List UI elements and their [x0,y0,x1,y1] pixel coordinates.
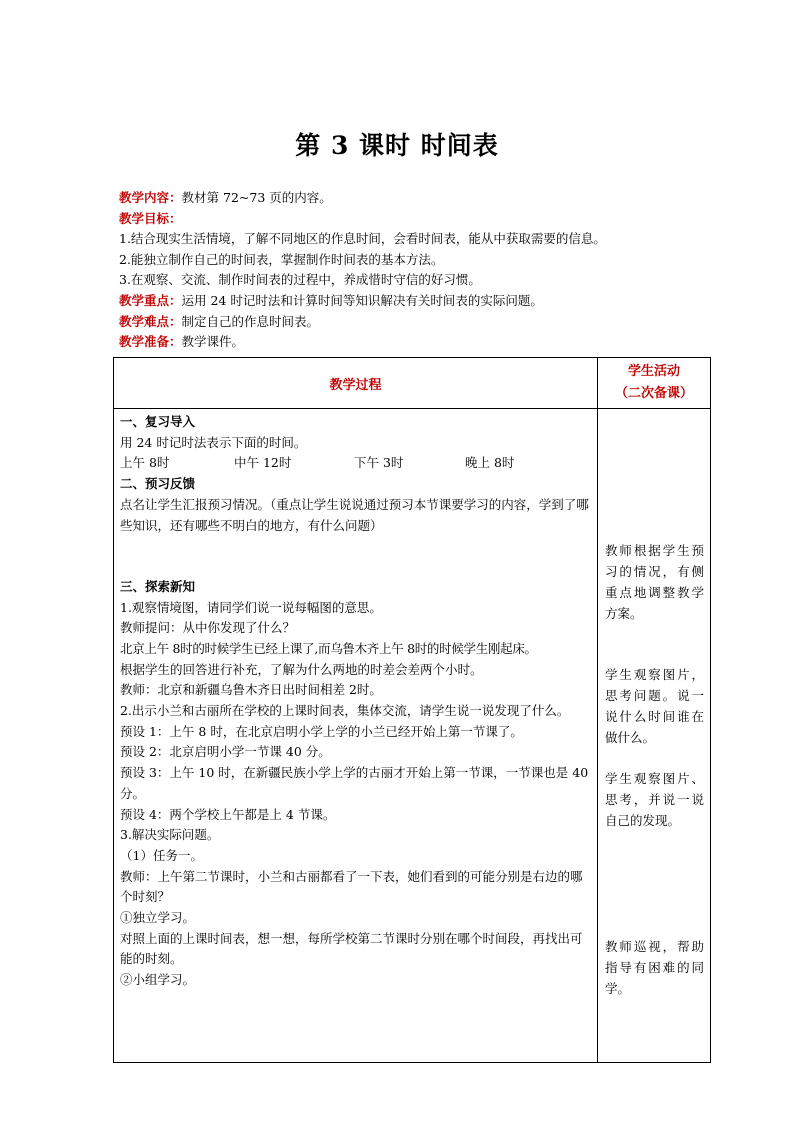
paragraph: 预设 4：两个学校上午都是上 4 节课。 [120,806,336,822]
section-heading: 二、预习反馈 [120,476,196,492]
paragraph: 北京上午 8时的时候学生已经上课了,而乌鲁木齐上午 8时的时候学生刚起床。 [120,640,537,656]
header-activity-line2: （二次备课） [614,386,693,401]
key-label: 教学重点： [119,292,182,308]
process-cell [114,409,598,1063]
key-line [119,291,719,312]
paragraph: 教师提问：从中你发现了什么？ [120,620,296,636]
prep-line [119,332,719,353]
activity-note: 教师巡视，帮助指导有困难的同学。 [605,939,704,996]
time-item: 中午 12时 [234,455,292,471]
table-body-row [114,409,711,1063]
goals-line [119,209,719,230]
content-text: 教材第 72~73 页的内容。 [181,190,332,205]
header-activity [598,358,711,409]
lesson-table [113,357,711,1063]
activity-cell [598,409,711,1063]
difficulty-label: 教学难点： [119,313,182,329]
section-heading: 三、探索新知 [120,578,196,594]
paragraph: 教师：上午第二节课时，小兰和古丽都看了一下表，她们看到的可能分别是右边的哪个时刻？ [120,868,583,905]
content-line [119,188,719,209]
time-item: 下午 3时 [354,455,404,471]
prep-label: 教学准备： [119,334,182,350]
paragraph: ①独立学习。 [120,910,196,926]
paragraph: 对照上面的上课时间表，想一想，每所学校第二节课时分别在哪个时间段，再找出可能的时刻。 [120,930,583,967]
difficulty-text: 制定自己的作息时间表。 [181,313,320,329]
prep-text: 教学课件。 [181,334,245,350]
paragraph: 教师：北京和新疆乌鲁木齐日出时间相差 2时。 [120,682,382,698]
paragraph: 预设 1：上午 8 时，在北京启明小学上学的小兰已经开始上第一节课了。 [120,723,523,739]
table-header-row [114,358,711,409]
header-process: 教学过程 [114,358,598,409]
paragraph: 点名让学生汇报预习情况。（重点让学生说说通过预习本节课要学习的内容，学到了哪些知识，还有哪些不明白的地方，有什么问题） [120,496,589,533]
section-heading: 一、复习导入 [120,414,196,429]
activity-note: 学生观察图片，思考问题。说一说什么时间谁在做什么。 [605,667,704,745]
goal-item: 2.能独立制作自己的时间表，掌握制作时间表的基本方法。 [119,251,444,267]
paragraph: 根据学生的回答进行补充，了解为什么两地的时差会差两个小时。 [120,661,483,677]
header-activity-line1: 学生活动 [627,364,680,379]
activity-note: 学生观察图片、思考，并说一说自己的发现。 [605,771,704,828]
paragraph: 3.解决实际问题。 [120,827,220,843]
page-title: 第 3 课时 时间表 [295,131,499,160]
paragraph: 用 24 时记时法表示下面的时间。 [120,434,307,450]
paragraph: （1）任务一。 [120,847,203,863]
difficulty-line [119,312,719,333]
paragraph: 2.出示小兰和古丽所在学校的上课时间表，集体交流，请学生说一说发现了什么。 [120,703,570,719]
lesson-meta [119,188,719,353]
activity-note: 教师根据学生预习的情况，有侧重点地调整教学方案。 [605,543,704,621]
goal-item: 1.结合现实生活情境，了解不同地区的作息时间，会看时间表，能从中获取需要的信息。 [119,231,606,247]
time-item: 上午 8时 [120,455,170,471]
paragraph: 预设 2：北京启明小学一节课 40 分。 [120,744,331,760]
goals-label: 教学目标： [119,210,182,226]
time-item: 晚上 8时 [465,455,515,471]
key-text: 运用 24 时记时法和计算时间等知识解决有关时间表的实际问题。 [181,292,543,308]
content-label: 教学内容： [119,190,182,205]
paragraph: 预设 3：上午 10 时，在新疆民族小学上学的古丽才开始上第一节课，一节课也是 40 分。 [120,765,589,801]
paragraph: ②小组学习。 [120,972,196,988]
times-row [120,453,592,474]
goal-item: 3.在观察、交流、制作时间表的过程中，养成惜时守信的好习惯。 [119,272,481,288]
paragraph: 1.观察情境图，请同学们说一说每幅图的意思。 [120,599,382,615]
